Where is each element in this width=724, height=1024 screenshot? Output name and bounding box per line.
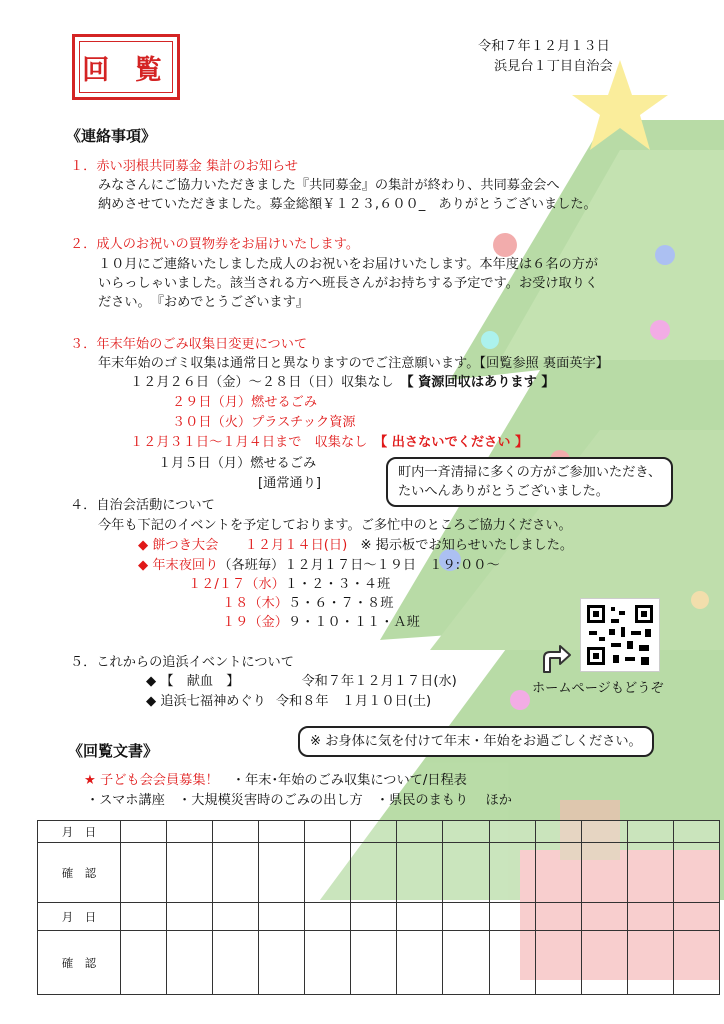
item4-line1: 今年も下記のイベントを予定しております。ご多忙中のところご協力ください。 (98, 518, 572, 533)
document-list-line2: ・スマホ講座 ・大規模災害時のごみの出し方 ・県民のまもり ほか (86, 793, 512, 808)
item3-line6: １月５日（月）燃せるごみ (158, 456, 317, 471)
event-shichifukujin: ◆ 追浜七福神めぐり 令和８年 １月１０日(土) (146, 694, 432, 709)
item2-line2: いらっしゃいました。該当される方へ班長さんがお持ちする予定です。お受け取りく (98, 276, 599, 291)
item3-title: ３．年末年始のごみ収集日変更について (70, 337, 308, 352)
document-list-line1: ★ 子ども会会員募集！ ・年末･年始のごみ収集について/日程表 (84, 773, 467, 788)
item3-line2: １２月２６日（金）～２８日（日）収集なし 【 資源回収はあります 】 (130, 375, 555, 390)
item2-title: ２．成人のお祝いの買物券をお届けいたします。 (70, 237, 360, 252)
thanks-line2: たいへんありがとうございました。 (398, 484, 609, 499)
item1-line2: 納めさせていただきました。募金総額￥１２３,６００_ ありがとうございました。 (98, 197, 597, 212)
homepage-link[interactable]: ホームページもどうぞ (532, 681, 664, 696)
circulation-check-table (37, 820, 720, 995)
table-row (38, 821, 720, 843)
item5-title: ５．これからの追浜イベントについて (70, 655, 294, 670)
homepage-qr-code[interactable] (580, 598, 660, 672)
item3-line4: ３０日（火）プラスチック資源 (172, 415, 356, 430)
thanks-line1: 町内一斉清掃に多くの方がご参加いただき、 (398, 465, 662, 480)
patrol-day1: １２/１７（水）１・２・３・４班 (188, 577, 391, 592)
item4-mochitsuki: ◆ 餅つき大会 １２月１４日(日) ※ 掲示板でお知らせいたしました。 (138, 538, 574, 553)
item1-line1: みなさんにご協力いただきました『共同募金』の集計が終わり、共同募金会へ (98, 178, 560, 193)
item3-line1: 年末年始のゴミ収集は通常日と異なりますのでご注意願います。【回覧参照 裏面英字】 (98, 356, 609, 371)
item3-line3: ２９日（月）燃せるごみ (172, 395, 318, 410)
item3-line5: １２月３１日～１月４日まで 収集なし 【 出さないでください 】 (130, 435, 529, 450)
health-bubble: ※ お身体に気を付けて年末・年始をお過ごしください。 (298, 726, 654, 757)
confirm-label: 確 認 (38, 931, 121, 995)
item2-line3: ださい。 『おめでとうございます』 (98, 295, 309, 310)
stamp-text: 回 覧 (79, 41, 173, 93)
thanks-bubble (386, 457, 673, 507)
month-day-label: 月 日 (38, 821, 121, 843)
table-row (38, 931, 720, 995)
document-date: 令和７年１２月１３日 (478, 39, 610, 54)
section-title-documents: 《回覧文書》 (68, 742, 159, 760)
item1-title: １．赤い羽根共同募金 集計のお知らせ (70, 159, 298, 174)
item4-night-patrol: ◆ 年末夜回り（各班毎）１２月１７日～１９日 １９:００～ (138, 558, 500, 573)
kairan-stamp (72, 34, 180, 100)
item2-line1: １０月にご連絡いたしました成人のお祝いをお届けいたします。本年度は６名の方が (98, 257, 599, 272)
item3-line7: [通常通り] (258, 476, 322, 491)
confirm-label: 確 認 (38, 843, 121, 903)
table-row (38, 903, 720, 931)
item4-title: ４．自治会活動について (70, 498, 215, 513)
curved-arrow-icon (538, 642, 572, 674)
table-row (38, 843, 720, 903)
month-day-label: 月 日 (38, 903, 121, 931)
section-title-notices: 《連絡事項》 (66, 127, 157, 145)
event-blood-donation: ◆ 【 献血 】 令和７年１２月１７日(水) (146, 674, 457, 689)
patrol-day3: １９（金）９・１０・１１・Ａ班 (222, 615, 420, 630)
association-name: 浜見台１丁目自治会 (494, 59, 613, 74)
qr-icon (581, 599, 659, 671)
patrol-day2: １８（木）５・６・７・８班 (222, 596, 394, 611)
